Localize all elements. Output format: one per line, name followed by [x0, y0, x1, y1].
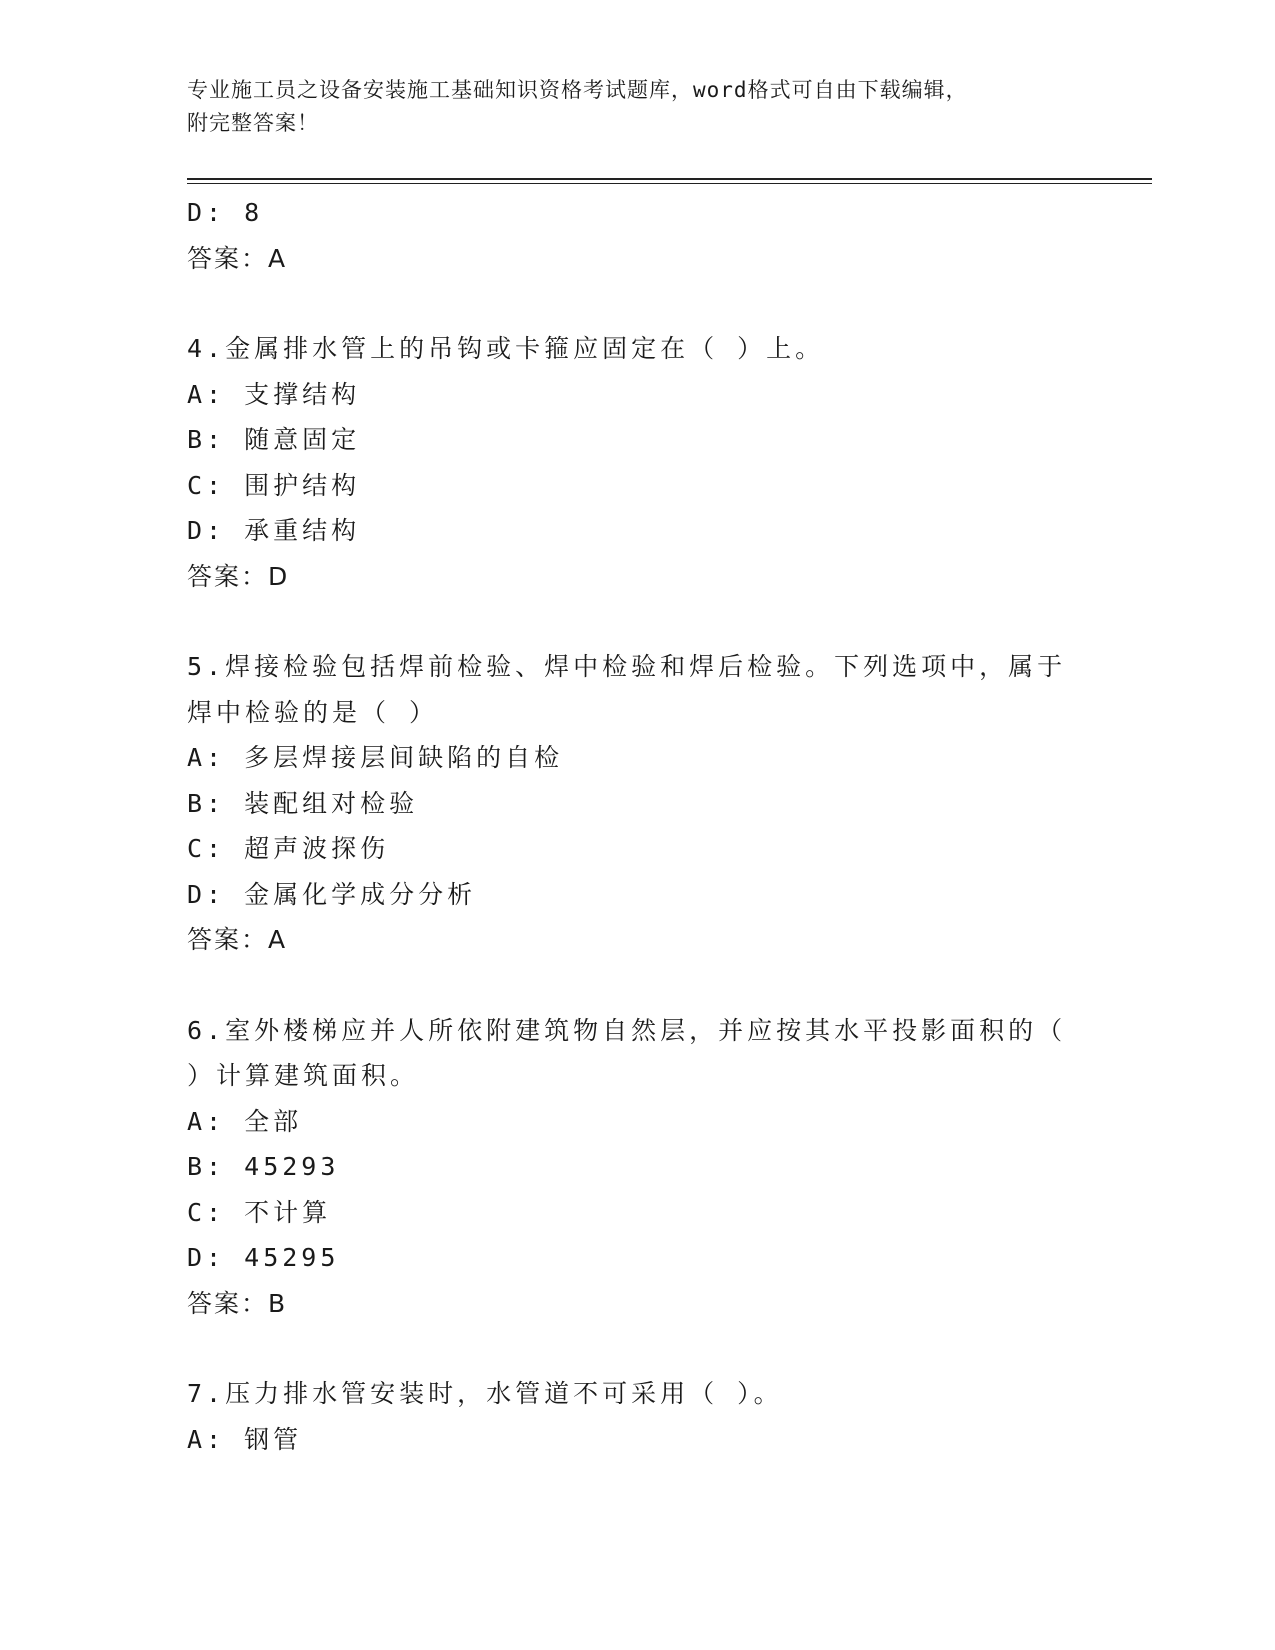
- option-a: A: 全部: [187, 1106, 303, 1136]
- option-b: B: 随意固定: [187, 425, 361, 454]
- option-d: D: 金属化学成分分析: [187, 879, 477, 909]
- question-7: [187, 1371, 1067, 1462]
- option-c: C: 围护结构: [187, 470, 361, 500]
- question-list: [187, 190, 1067, 1462]
- question-5: [187, 644, 1067, 963]
- header-line-2: 附完整答案！: [187, 111, 319, 135]
- option-d: D: 45295: [187, 1243, 340, 1272]
- header-divider: [187, 178, 1152, 180]
- option-d: D: 8: [187, 198, 264, 227]
- answer: 答案：A: [187, 243, 288, 273]
- question-text: 6.室外楼梯应并人所依附建筑物自然层，并应按其水平投影面积的（ ）计算建筑面积。: [187, 1015, 1067, 1090]
- question-6: [187, 1008, 1067, 1327]
- option-b: B: 45293: [187, 1152, 340, 1181]
- answer: 答案：B: [187, 1288, 288, 1318]
- question-text: 5.焊接检验包括焊前检验、焊中检验和焊后检验。下列选项中，属于焊中检验的是（ ）: [187, 652, 1067, 727]
- option-c: C: 不计算: [187, 1197, 332, 1227]
- header-divider-thin: [187, 183, 1152, 184]
- question-text: 4.金属排水管上的吊钩或卡箍应固定在（ ）上。: [187, 334, 825, 363]
- option-a: A: 多层焊接层间缺陷的自检: [187, 743, 564, 772]
- option-a: A: 钢管: [187, 1424, 303, 1454]
- question-prev: [187, 190, 1067, 281]
- question-4: [187, 326, 1067, 599]
- question-text: 7.压力排水管安装时，水管道不可采用（ ）。: [187, 1379, 783, 1408]
- option-b: B: 装配组对检验: [187, 788, 419, 818]
- option-c: C: 超声波探伤: [187, 834, 390, 863]
- document-header: [187, 74, 1087, 140]
- answer: 答案：D: [187, 561, 290, 591]
- header-line-1: 专业施工员之设备安装施工基础知识资格考试题库，word格式可自由下载编辑，: [187, 78, 968, 102]
- option-d: D: 承重结构: [187, 516, 361, 545]
- option-a: A: 支撑结构: [187, 379, 361, 409]
- answer: 答案：A: [187, 925, 288, 954]
